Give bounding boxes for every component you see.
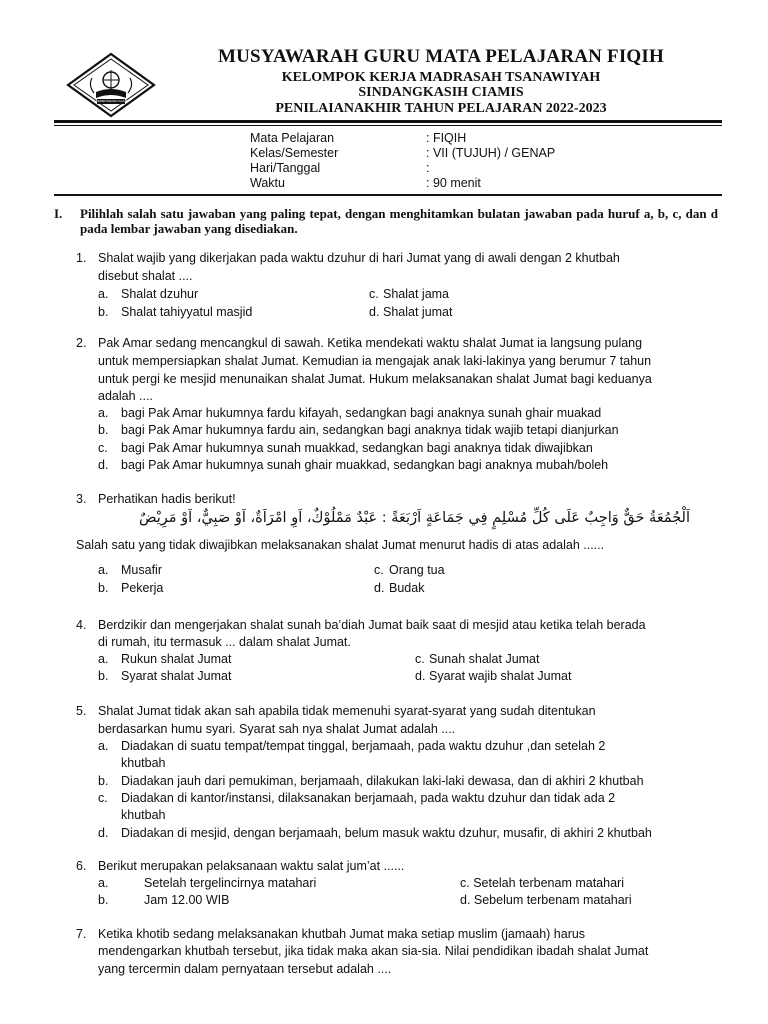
info-key: Hari/Tanggal bbox=[250, 161, 321, 175]
question-text: disebut shalat .... bbox=[98, 269, 193, 283]
option-letter[interactable]: c. bbox=[374, 563, 384, 577]
info-value: : 90 menit bbox=[426, 176, 481, 190]
question-text: untuk mempersiapkan shalat Jumat. Kemudian ia mengajak anak laki-lakinya yang berumur 7 tahun bbox=[98, 354, 652, 368]
option-text[interactable]: Rukun shalat Jumat bbox=[121, 652, 232, 666]
info-key: Kelas/Semester bbox=[250, 146, 339, 160]
option-text[interactable]: bagi Pak Amar hukumnya fardu ain, sedangkan bagi anaknya tidak wajib tetapi dianjurkan bbox=[121, 423, 619, 437]
option-letter[interactable]: a. bbox=[98, 563, 109, 577]
option-letter[interactable]: c. bbox=[369, 287, 379, 301]
option-letter[interactable]: d. bbox=[415, 669, 426, 683]
option-letter[interactable]: d. bbox=[98, 826, 109, 840]
option-text[interactable]: Jam 12.00 WIB bbox=[144, 893, 230, 907]
info-value: : VII (TUJUH) / GENAP bbox=[426, 146, 556, 160]
instruction-text: Pilihlah salah satu jawaban yang paling tepat, dengan menghitamkan bulatan jawaban pada huruf a, b, c, dan d pada lembar jawaban yang disediakan. bbox=[80, 206, 718, 236]
question-text: berdasarkan humu syari. Syarat sah nya shalat Jumat adalah .... bbox=[98, 722, 456, 736]
question-text: Shalat Jumat tidak akan sah apabila tidak memenuhi syarat-syarat yang sudah ditentukan bbox=[98, 704, 596, 718]
hadith-arabic-text: اَلْجُمُعَةُ حَقٌّ وَاجِبٌ عَلَى كُلِّ مُسْلِمٍ فِي جَمَاعَةٍ اَرْبَعَةً : عَبْدٌ مَمْلُوْكٌ، اَوِ امْرَاَةٌ، اَوْ صَبِيٌّ، اَوْ مَرِيْضٌ bbox=[138, 510, 690, 526]
question-text: Salah satu yang tidak diwajibkan melaksanakan shalat Jumat menurut hadis di atas adalah ...... bbox=[76, 538, 605, 552]
option-letter[interactable]: a. bbox=[98, 876, 109, 890]
question-text: Shalat wajib yang dikerjakan pada waktu dzuhur di hari Jumat yang di awali dengan 2 khutbah bbox=[98, 251, 620, 265]
option-text[interactable]: Diadakan jauh dari pemukiman, berjamaah, dilakukan laki-laki dewasa, dan di akhiri 2 khutbah bbox=[121, 774, 644, 788]
option-text[interactable]: Diadakan di mesjid, dengan berjamaah, belum masuk waktu dzuhur, musafir, di akhiri 2 khutbah bbox=[121, 826, 652, 840]
option-text[interactable]: khutbah bbox=[121, 756, 166, 770]
option-letter[interactable]: b. bbox=[98, 669, 109, 683]
info-value: : FIQIH bbox=[426, 131, 467, 145]
header-title: MUSYAWARAH GURU MATA PELAJARAN FIQIH bbox=[218, 46, 664, 67]
option-text[interactable]: bagi Pak Amar hukumnya sunah ghair muakkad, sedangkan bagi anaknya mubah/boleh bbox=[121, 458, 609, 472]
info-key: Waktu bbox=[250, 176, 285, 190]
option-text[interactable]: Shalat dzuhur bbox=[121, 287, 199, 301]
question-text: Pak Amar sedang mencangkul di sawah. Ketika mendekati waktu shalat Jumat ia langsung pulang bbox=[98, 336, 643, 350]
option-letter[interactable]: b. bbox=[98, 423, 109, 437]
option-letter[interactable]: d. bbox=[369, 305, 380, 319]
header-line-2: KELOMPOK KERJA MADRASAH TSANAWIYAH bbox=[281, 70, 601, 85]
option-letter[interactable]: c. bbox=[415, 652, 425, 666]
kemenag-logo bbox=[66, 52, 156, 118]
header-rule-thin bbox=[54, 125, 722, 126]
question-text: adalah .... bbox=[98, 389, 153, 403]
option-letter[interactable]: a. bbox=[98, 739, 109, 753]
option-text[interactable]: Shalat jumat bbox=[383, 305, 453, 319]
question-text: Perhatikan hadis berikut! bbox=[98, 492, 236, 506]
option-letter[interactable]: c. bbox=[98, 791, 108, 805]
option-text[interactable]: Budak bbox=[389, 581, 425, 595]
option-letter[interactable]: d. bbox=[98, 458, 109, 472]
instruction-number: I. bbox=[54, 206, 63, 221]
logo-text: KEMENTERIAN AGAMA bbox=[96, 99, 130, 103]
option-text[interactable]: d. Sebelum terbenam matahari bbox=[460, 893, 632, 907]
option-text[interactable]: Pekerja bbox=[121, 581, 164, 595]
option-text[interactable]: khutbah bbox=[121, 808, 166, 822]
option-text[interactable]: Orang tua bbox=[389, 563, 445, 577]
option-letter[interactable]: a. bbox=[98, 652, 109, 666]
question-text: untuk pergi ke mesjid menunaikan shalat Jumat. Hukum melaksanakan shalat Jumat bagi keduanya bbox=[98, 372, 652, 386]
option-letter[interactable]: c. bbox=[98, 441, 108, 455]
header-line-3: SINDANGKASIH CIAMIS bbox=[358, 85, 524, 100]
option-letter[interactable]: b. bbox=[98, 305, 109, 319]
question-number: 3. bbox=[76, 492, 87, 506]
option-text[interactable]: Shalat jama bbox=[383, 287, 450, 301]
option-text[interactable]: c. Setelah terbenam matahari bbox=[460, 876, 624, 890]
question-number: 2. bbox=[76, 336, 87, 350]
question-number: 5. bbox=[76, 704, 87, 718]
option-letter[interactable]: a. bbox=[98, 287, 109, 301]
option-text[interactable]: Shalat tahiyyatul masjid bbox=[121, 305, 253, 319]
option-text[interactable]: bagi Pak Amar hukumnya sunah muakkad, sedangkan bagi anaknya tidak diwajibkan bbox=[121, 441, 593, 455]
option-text[interactable]: Setelah tergelincirnya matahari bbox=[144, 876, 317, 890]
question-text: Berikut merupakan pelaksanaan waktu salat jum’at ...... bbox=[98, 859, 405, 873]
option-letter[interactable]: b. bbox=[98, 893, 109, 907]
question-text: Ketika khotib sedang melaksanakan khutbah Jumat maka setiap muslim (jamaah) harus bbox=[98, 927, 586, 941]
info-value: : bbox=[426, 161, 430, 175]
option-letter[interactable]: a. bbox=[98, 406, 109, 420]
option-text[interactable]: Syarat shalat Jumat bbox=[121, 669, 232, 683]
question-text: mendengarkan khutbah tersebut, jika tidak maka akan sia-sia. Nilai pendidikan ibadah shalat Jumat bbox=[98, 944, 649, 958]
option-letter[interactable]: d. bbox=[374, 581, 385, 595]
option-letter[interactable]: b. bbox=[98, 774, 109, 788]
header-rule-thick bbox=[54, 120, 722, 123]
option-text[interactable]: bagi Pak Amar hukumnya fardu kifayah, sedangkan bagi anaknya sunah ghair muakad bbox=[121, 406, 602, 420]
option-text[interactable]: Diadakan di suatu tempat/tempat tinggal, berjamaah, pada waktu dzuhur ,dan setelah 2 bbox=[121, 739, 606, 753]
option-text[interactable]: Diadakan di kantor/instansi, dilaksanakan berjamaah, pada waktu dzuhur dan tidak ada 2 bbox=[121, 791, 616, 805]
question-text: Berdzikir dan mengerjakan shalat sunah ba’diah Jumat baik saat di mesjid atau ketika telah berada bbox=[98, 618, 646, 632]
info-key: Mata Pelajaran bbox=[250, 131, 335, 145]
header-line-4: PENILAIANAKHIR TAHUN PELAJARAN 2022-2023 bbox=[275, 101, 607, 116]
question-number: 6. bbox=[76, 859, 87, 873]
option-letter[interactable]: b. bbox=[98, 581, 109, 595]
info-rule bbox=[54, 194, 722, 196]
question-text: yang tercermin dalam pernyataan tersebut adalah .... bbox=[98, 962, 392, 976]
question-text: di rumah, itu termasuk ... dalam shalat Jumat. bbox=[98, 635, 351, 649]
question-number: 7. bbox=[76, 927, 87, 941]
option-text[interactable]: Syarat wajib shalat Jumat bbox=[429, 669, 572, 683]
option-text[interactable]: Sunah shalat Jumat bbox=[429, 652, 540, 666]
option-text[interactable]: Musafir bbox=[121, 563, 162, 577]
question-number: 1. bbox=[76, 251, 87, 265]
question-number: 4. bbox=[76, 618, 87, 632]
